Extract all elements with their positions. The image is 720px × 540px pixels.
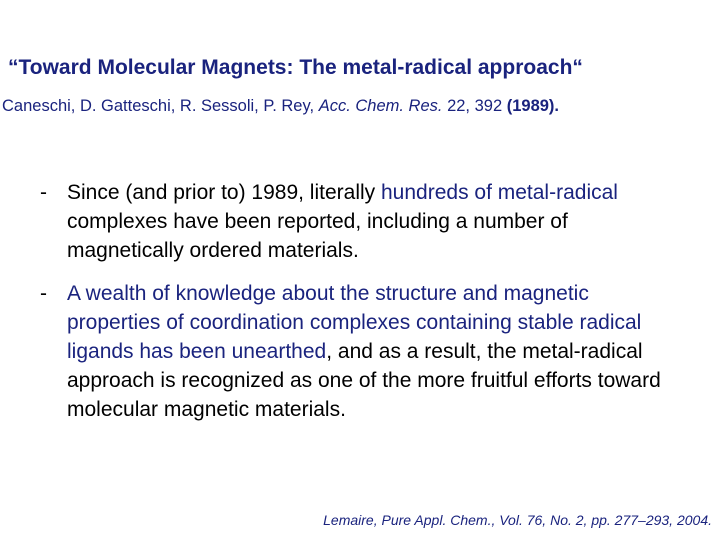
bullet-text-pre: Since (and prior to) 1989, literally — [67, 181, 381, 204]
bullet-list — [40, 178, 680, 438]
bullet-text-post: , and as a result, the metal-radical approach is recognized as one of the more fruitful efforts toward molecular magnetic materials. — [67, 340, 661, 421]
citation-authors: Caneschi, D. Gatteschi, R. Sessoli, P. Rey, — [2, 97, 319, 115]
bullet-dash: - — [40, 282, 47, 305]
bullet-item-1 — [40, 178, 680, 265]
bullet-item-2 — [40, 279, 680, 424]
reference-citation: Lemaire, Pure Appl. Chem., Vol. 76, No. 2, pp. 277–293, 2004. — [323, 512, 712, 528]
slide-title: “Toward Molecular Magnets: The metal-radical approach“ — [8, 56, 583, 79]
bullet-dash: - — [40, 181, 47, 204]
bullet-text-highlight: A wealth of knowledge about the structure and magnetic properties of coordination complexes containing stable radical ligands has been unearthed — [67, 282, 642, 363]
bullet-text-post: complexes have been reported, including a number of magnetically ordered materials. — [67, 210, 568, 262]
citation-year: (1989). — [506, 97, 559, 115]
citation-volume-pages: 22, 392 — [442, 97, 507, 115]
citation — [2, 97, 559, 116]
citation-journal: Acc. Chem. Res. — [318, 97, 443, 115]
bullet-text-highlight: hundreds of metal-radical — [381, 181, 618, 204]
